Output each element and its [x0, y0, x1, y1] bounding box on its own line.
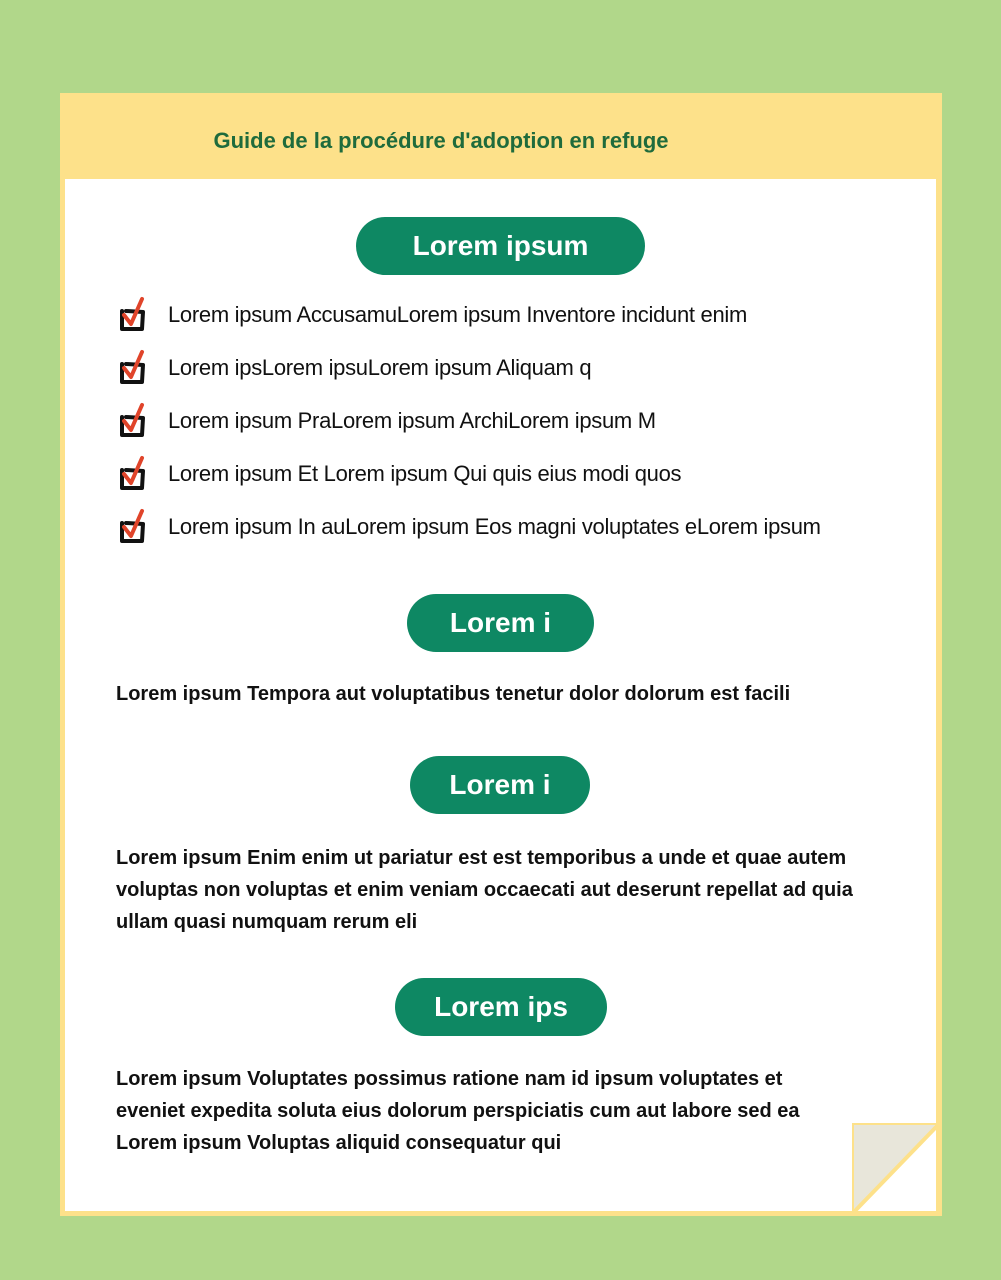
- checklist-item: [118, 455, 898, 491]
- section-3-text: Lorem ipsum Enim enim ut pariatur est est temporibus a unde et quae autem voluptas non voluptas et enim veniam occaecati aut deserunt repellat ad quia ullam quasi numquam rerum eli: [116, 847, 853, 933]
- checked-checkbox-icon: [118, 296, 152, 332]
- checklist-item-label: Lorem ipsum AccusamuLorem ipsum Inventore incidunt enim: [168, 302, 747, 327]
- checklist-item: [118, 508, 898, 544]
- checklist-item-label: Lorem ipsum Et Lorem ipsum Qui quis eius modi quos: [168, 461, 682, 486]
- checked-checkbox-icon: [118, 455, 152, 491]
- checklist-item-label: Lorem ipsum In auLorem ipsum Eos magni voluptates eLorem ipsum: [168, 514, 821, 539]
- section-1-heading: Lorem ipsum: [356, 217, 645, 275]
- section-2-text: Lorem ipsum Tempora aut voluptatibus tenetur dolor dolorum est facili: [116, 683, 791, 705]
- checklist-item: [118, 349, 898, 385]
- checked-checkbox-icon: [118, 402, 152, 438]
- section-4-text: Lorem ipsum Voluptates possimus ratione nam id ipsum voluptates et eveniet expedita soluta eius dolorum perspiciatis cum aut labore sed ea Lorem ipsum Voluptas aliquid consequatur qui: [116, 1068, 800, 1154]
- checklist-item: [118, 296, 898, 332]
- checked-checkbox-icon: [118, 349, 152, 385]
- section-4-heading: Lorem ips: [395, 978, 607, 1036]
- page-title: Guide de la procédure d'adoption en refuge: [213, 128, 669, 153]
- checked-checkbox-icon: [118, 508, 152, 544]
- checklist-item-label: Lorem ipsLorem ipsuLorem ipsum Aliquam q: [168, 355, 592, 380]
- checklist-item-label: Lorem ipsum PraLorem ipsum ArchiLorem ipsum M: [168, 408, 656, 433]
- checklist-item: [118, 402, 898, 438]
- section-2-heading: Lorem i: [407, 594, 594, 652]
- page-curl-icon: [852, 1123, 942, 1216]
- section-3-heading: Lorem i: [410, 756, 590, 814]
